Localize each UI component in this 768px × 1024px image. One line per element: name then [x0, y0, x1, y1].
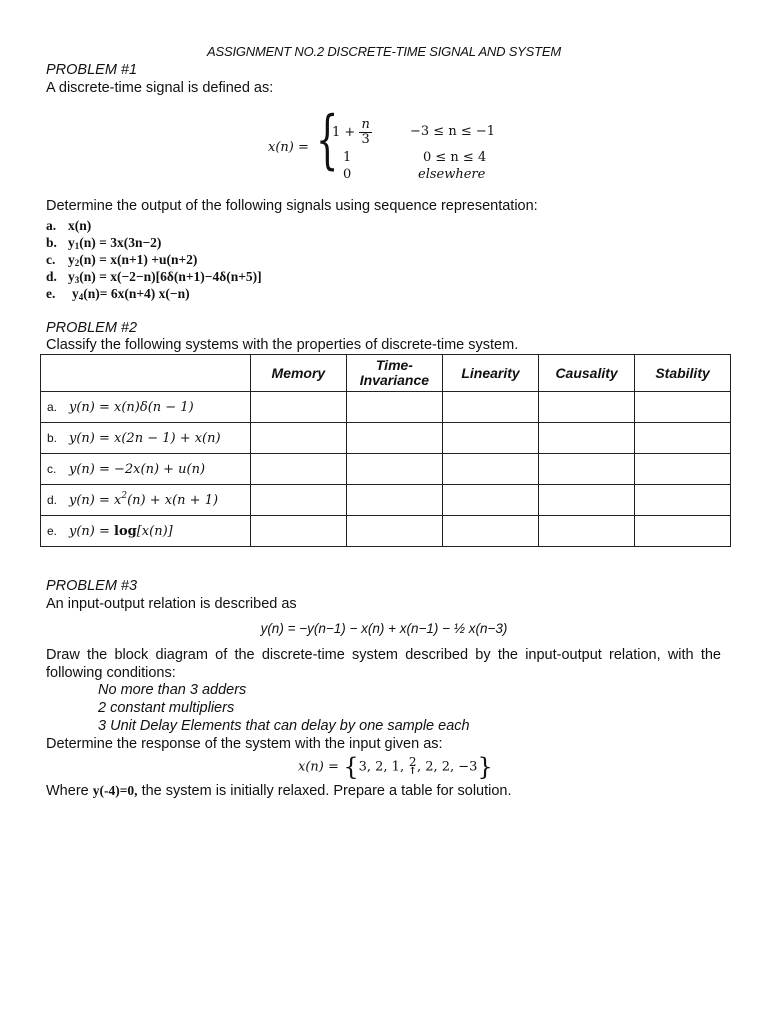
table-row: [41, 392, 731, 423]
cell: [443, 485, 539, 516]
item-c: c. $y_2(n) = x(n+1) +u(n+2)$: [46, 252, 198, 268]
cell: [250, 485, 346, 516]
table-row: [41, 423, 731, 454]
header-memory: Memory: [250, 355, 346, 392]
response-instruction: Determine the response of the system with the input given as:: [46, 736, 443, 752]
cell: [346, 485, 442, 516]
system-a: a. y(n) = x(n)δ(n − 1): [41, 392, 251, 423]
header-stability: Stability: [635, 355, 731, 392]
cell: [346, 454, 442, 485]
cell: [539, 516, 635, 547]
item-b: b. $y_1(n) = 3x(3n-2)$: [46, 235, 162, 251]
cell: [635, 454, 731, 485]
case-2-expression: 1: [343, 150, 352, 165]
cell: [250, 454, 346, 485]
io-relation: y(n) = −y(n−1) − x(n) + x(n−1) − ½ x(n−3): [260, 621, 508, 636]
document-title: ASSIGNMENT NO.2 DISCRETE-TIME SIGNAL AND SYSTEM: [207, 44, 561, 59]
problem-3-heading: PROBLEM #3: [46, 578, 138, 594]
header-time-invariance: Time- Invariance: [346, 355, 442, 392]
properties-table: [40, 354, 731, 547]
cell: [346, 423, 442, 454]
table-row: [41, 485, 731, 516]
cell: [539, 454, 635, 485]
item-a: a. x(n): [46, 218, 92, 233]
cell: [346, 392, 442, 423]
case-2-condition: 0 ≤ n ≤ 4: [423, 150, 487, 165]
cell: [443, 516, 539, 547]
problem-1-intro: A discrete-time signal is defined as:: [46, 80, 274, 96]
cell: [635, 485, 731, 516]
piecewise-brace: {: [316, 103, 339, 177]
header-causality: Causality: [539, 355, 635, 392]
problem-1-heading: PROBLEM #1: [46, 62, 138, 78]
table-row: [41, 454, 731, 485]
cell: [539, 392, 635, 423]
system-b: b. y(n) = x(2n − 1) + x(n): [41, 423, 251, 454]
cell: [635, 423, 731, 454]
case-1-expression: 1 + $\frac{n}{3}$: [332, 117, 370, 147]
system-d: d. $y(n) = x^2(n) + x(n + 1)$: [41, 485, 251, 516]
cell: [250, 392, 346, 423]
block-diagram-instruction: Draw the block diagram of the discrete-time system described by the input-output relation, with the following conditions:: [46, 647, 721, 681]
cell: [250, 423, 346, 454]
table-header-row: [41, 355, 731, 392]
condition-delays: 3 Unit Delay Elements that can delay by one sample each: [98, 718, 470, 734]
header-linearity: Linearity: [443, 355, 539, 392]
origin-marker: 2 ↑: [408, 755, 417, 777]
cell: [635, 516, 731, 547]
problem-3-intro: An input-output relation is described as: [46, 596, 297, 612]
problem-2-intro: Classify the following systems with the properties of discrete-time system.: [46, 337, 519, 353]
problem-1-instruction: Determine the output of the following signals using sequence representation:: [46, 198, 538, 214]
cell: [250, 516, 346, 547]
header-system: [41, 355, 251, 392]
condition-adders: No more than 3 adders: [98, 682, 247, 698]
case-3-expression: 0: [343, 167, 352, 182]
cell: [539, 485, 635, 516]
initial-condition: Where y(-4)=0, the system is initially relaxed. Prepare a table for solution.: [46, 783, 512, 799]
system-c: c. y(n) = −2x(n) + u(n): [41, 454, 251, 485]
item-d: d. $y_3(n) = x(-2-n)[6\delta(n+1)-4\delta(n+5)]$: [46, 269, 262, 285]
cell: [443, 392, 539, 423]
signal-lhs: x(n) =: [268, 140, 309, 155]
case-1-condition: −3 ≤ n ≤ −1: [410, 124, 496, 139]
system-e: e. y(n) = log[x(n)]: [41, 516, 251, 547]
cell: [539, 423, 635, 454]
item-e: e. $y_4(n)= 6x(n+4)$ x(−n): [46, 286, 190, 302]
cell: [635, 392, 731, 423]
cell: [346, 516, 442, 547]
table-row: [41, 516, 731, 547]
problem-2-heading: PROBLEM #2: [46, 320, 138, 336]
case-3-condition: elsewhere: [418, 167, 486, 182]
cell: [443, 454, 539, 485]
cell: [443, 423, 539, 454]
input-sequence: x(n) = {3, 2, 1, 2 ↑ , 2, 2, −3}: [298, 753, 493, 781]
condition-multipliers: 2 constant multipliers: [98, 700, 235, 716]
